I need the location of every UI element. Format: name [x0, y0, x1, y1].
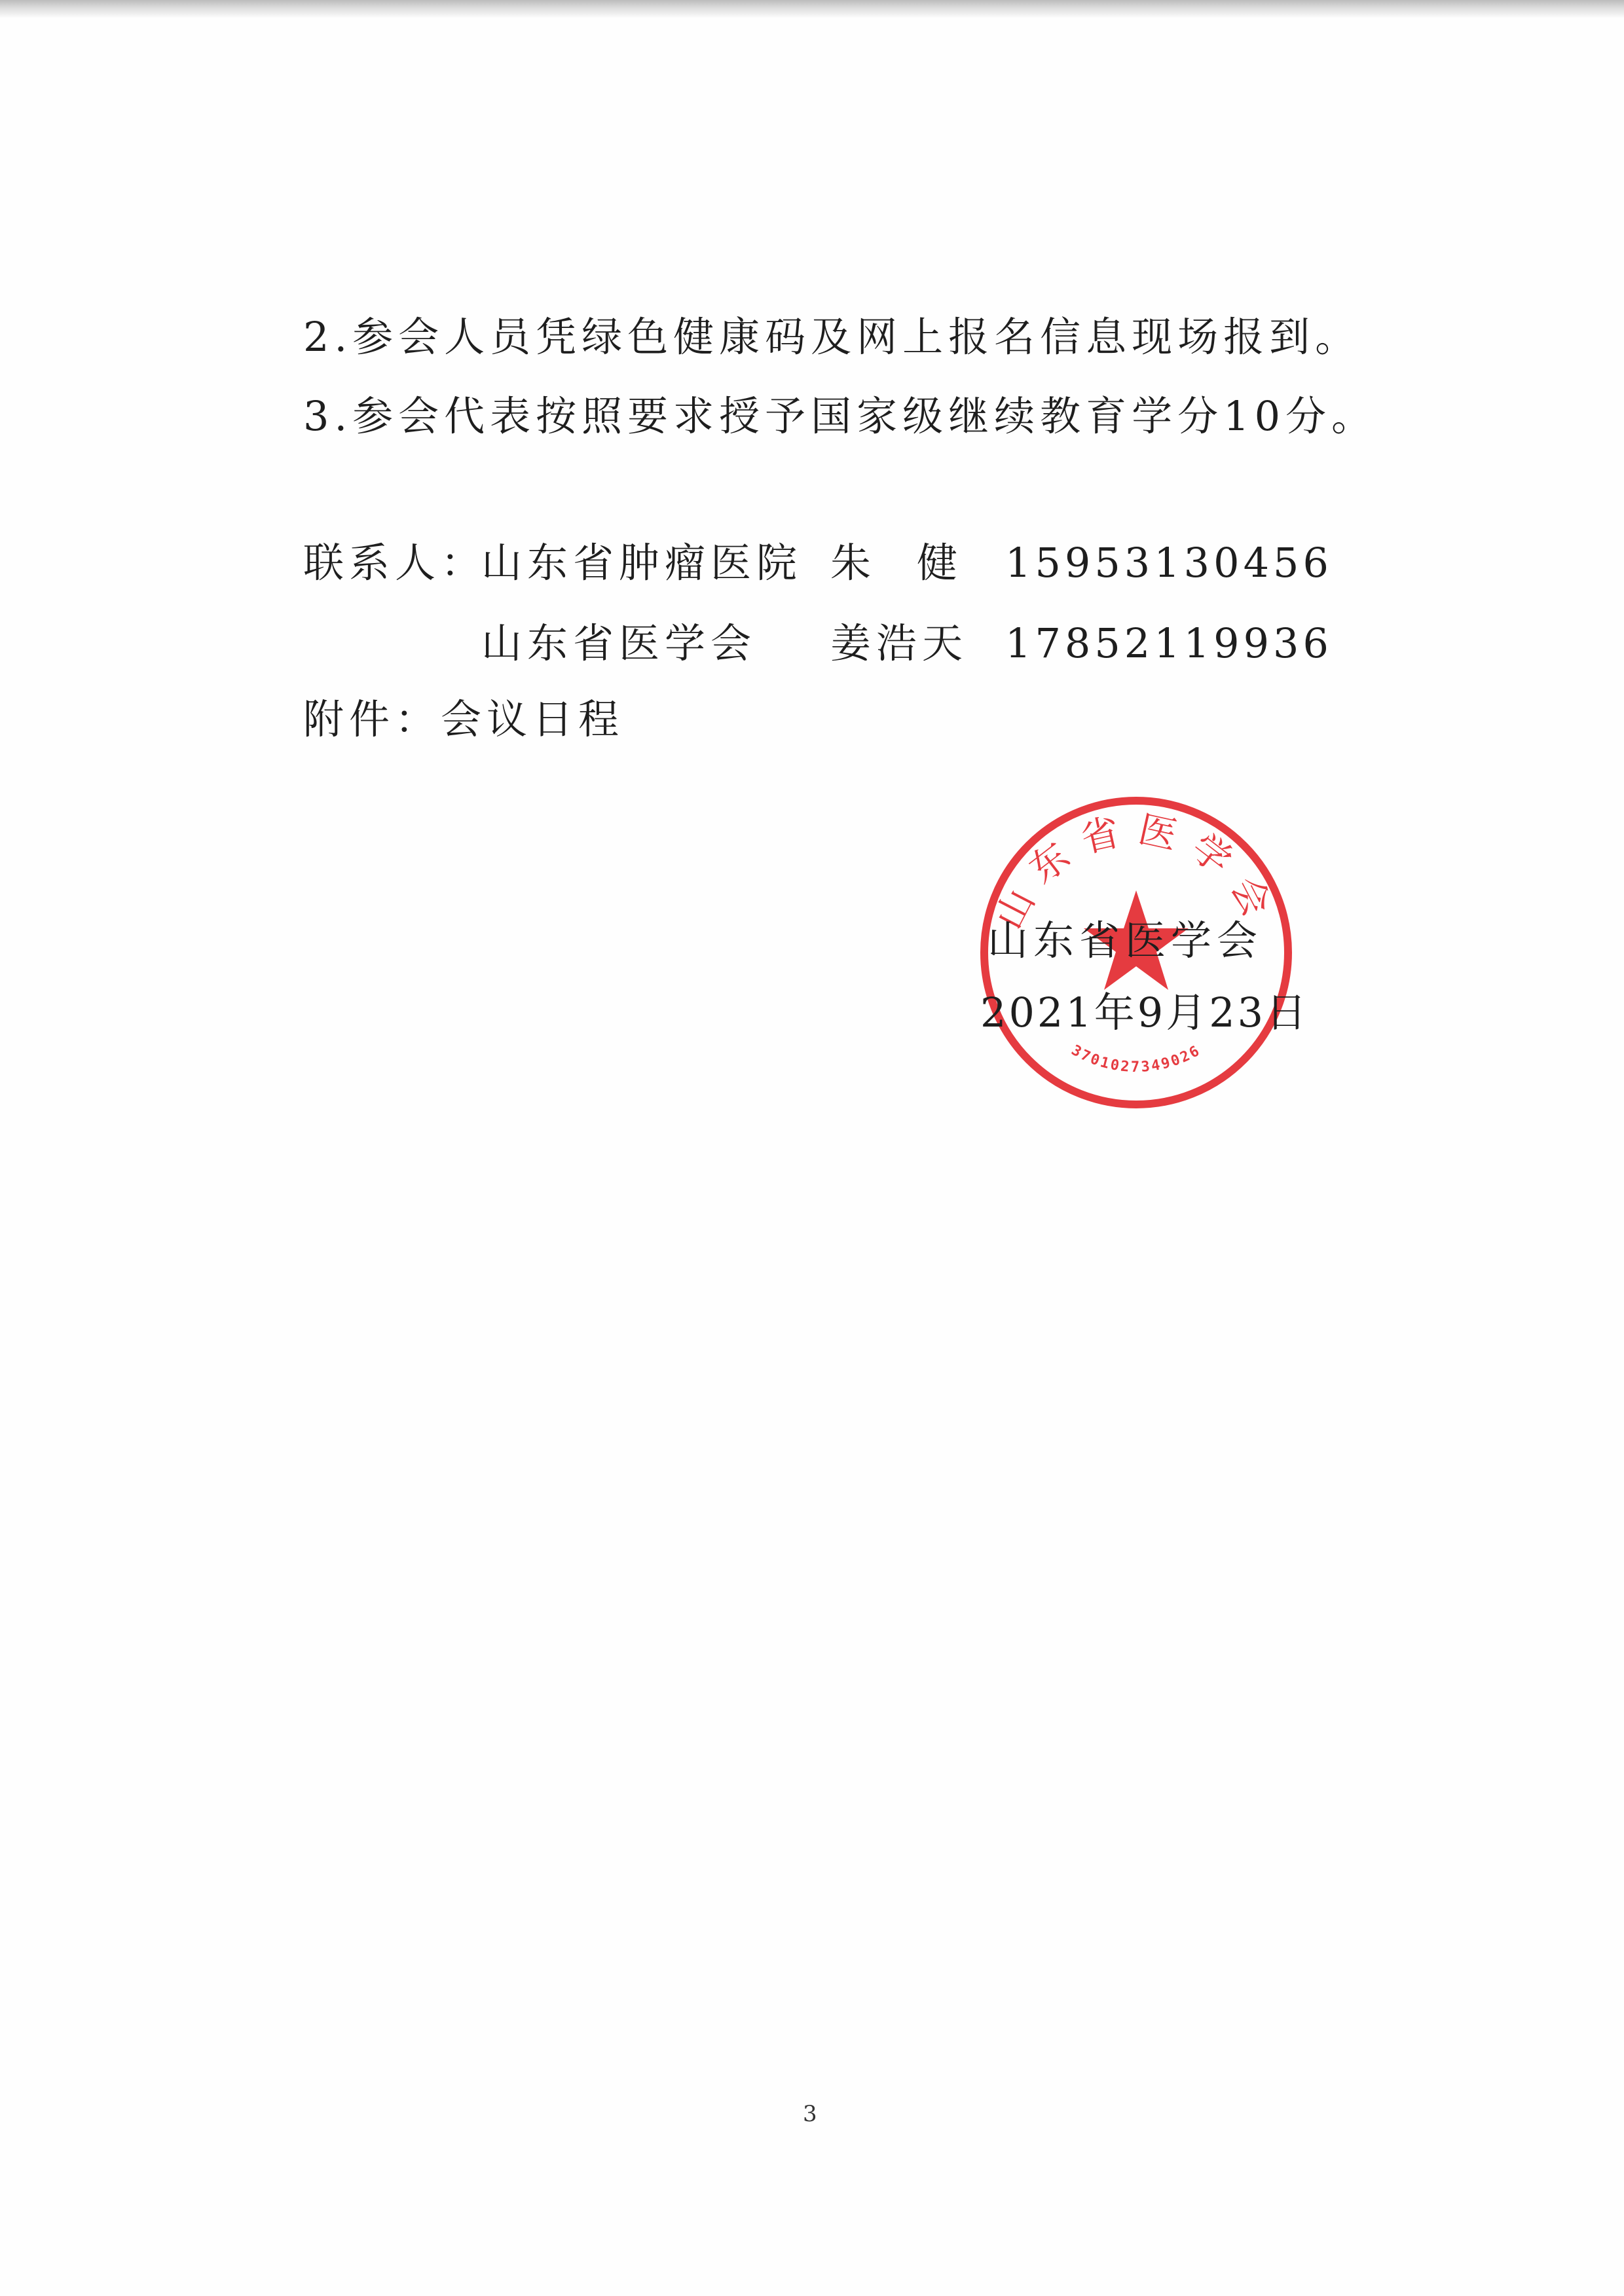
contact-label: 联系人：: [303, 539, 487, 587]
contact-phone: 17852119936: [1005, 619, 1333, 667]
notice-item-3: 3.参会代表按照要求授予国家级继续教育学分10分。: [303, 392, 1378, 440]
notice-item-2: 2.参会人员凭绿色健康码及网上报名信息现场报到。: [303, 313, 1361, 361]
signature-org: 山东省医学会: [987, 917, 1263, 964]
seal-text: 山东省医学会: [986, 806, 1286, 936]
contact-person: 朱健: [830, 539, 1004, 587]
contact-person: 姜浩天: [830, 619, 969, 667]
contact-org: 山东省医学会: [481, 619, 757, 667]
contact-org: 山东省肿瘤医院: [481, 539, 803, 587]
attachment-note: 附件：会议日程: [303, 695, 625, 743]
scan-edge: [0, 0, 1624, 18]
seal-code: 3701027349026: [1068, 1042, 1204, 1076]
signature-date: 2021年9月23日: [980, 989, 1310, 1036]
contact-phone: 15953130456: [1005, 539, 1333, 587]
page-number: 3: [803, 2101, 817, 2127]
